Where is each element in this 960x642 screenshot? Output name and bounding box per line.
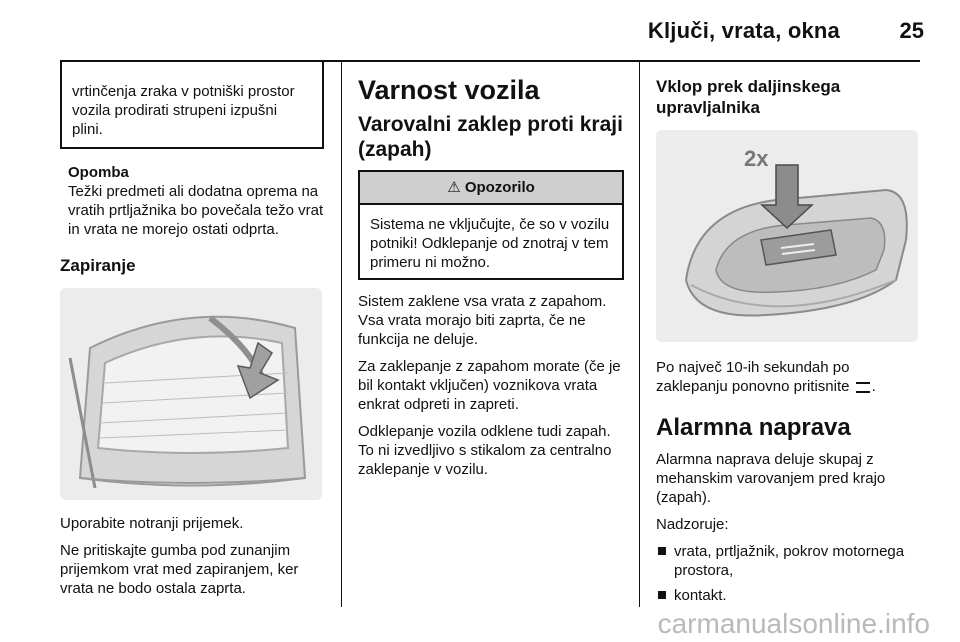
middle-column bbox=[358, 62, 624, 487]
paragraph: Za zaklepanje z zapahom morate (če je bil kontakt vključen) voznikova vrata enkrat odpreti in zapreti. bbox=[358, 358, 621, 413]
warning-icon: ⚠ bbox=[447, 179, 461, 196]
column-divider-1 bbox=[341, 62, 342, 607]
paragraph: Ne pritiskajte gumba pod zunanjim prijemkom vrat med zapiranjem, ker vrata ne bodo ostala zaprta. bbox=[60, 542, 299, 597]
left-column bbox=[60, 62, 324, 606]
right-column bbox=[656, 62, 922, 611]
monitors-list bbox=[656, 542, 922, 605]
tailgate-handle-icon bbox=[60, 288, 322, 500]
list-item: kontakt. bbox=[656, 586, 922, 605]
press-count-label: 2x bbox=[744, 146, 769, 171]
remote-key-icon bbox=[656, 130, 918, 342]
page-number: 25 bbox=[899, 18, 924, 43]
paragraph: Uporabite notranji prijemek. bbox=[60, 515, 244, 532]
lock-button-icon bbox=[856, 382, 870, 393]
watermark: carmanualsonline.info bbox=[657, 608, 930, 639]
remote-key-illustration bbox=[656, 130, 918, 342]
list-item: vrata, prtljažnik, pokrov motornega prostora, bbox=[656, 542, 922, 580]
remote-heading: Vklop prek daljinskega upravljalnika bbox=[656, 77, 841, 117]
column-divider-2 bbox=[639, 62, 640, 607]
warning-continuation-text: vrtinčenja zraka v potniški prostor vozila prodirati strupeni izpušni plini. bbox=[72, 83, 295, 138]
alarm-text: Alarmna naprava deluje skupaj z mehanskim varovanjem pred krajo (zapah). bbox=[656, 451, 886, 506]
closing-heading: Zapiranje bbox=[60, 256, 136, 275]
monitors-label: Nadzoruje: bbox=[656, 516, 729, 533]
tailgate-handle-illustration bbox=[60, 288, 322, 500]
paragraph: Odklepanje vozila odklene tudi zapah. To ni izvedljivo s stikalom za centralno zaklepanje v vozilu. bbox=[358, 423, 612, 478]
paragraph: Sistem zaklene vsa vrata z zapahom. Vsa vrata morajo biti zaprta, če ne funkcija ne deluje. bbox=[358, 293, 607, 348]
section-title: Varnost vozila bbox=[358, 75, 540, 105]
instruction-paragraph bbox=[656, 358, 922, 396]
warning-continuation-box bbox=[60, 62, 324, 149]
warning-text: Sistema ne vključujte, če so v vozilu potniki! Odklepanje od znotraj v tem primeru ni možno. bbox=[370, 216, 610, 271]
warning-header bbox=[360, 172, 622, 205]
note-text: Težki predmeti ali dodatna oprema na vratih prtljažnika bo povečala težo vrat in vrata ne morejo ostati odprta. bbox=[68, 183, 324, 238]
subsection-title: Varovalni zaklep proti kraji (zapah) bbox=[358, 113, 623, 161]
warning-label: Opozorilo bbox=[464, 179, 535, 196]
instruction-end: . bbox=[871, 378, 876, 395]
running-header-title: Ključi, vrata, okna bbox=[647, 18, 840, 43]
note bbox=[68, 163, 324, 239]
alarm-title: Alarmna naprava bbox=[656, 414, 851, 441]
warning-box bbox=[358, 170, 624, 280]
note-heading: Opomba bbox=[68, 164, 129, 181]
instruction-text: Po največ 10-ih sekundah po zaklepanju ponovno pritisnite bbox=[656, 359, 850, 395]
